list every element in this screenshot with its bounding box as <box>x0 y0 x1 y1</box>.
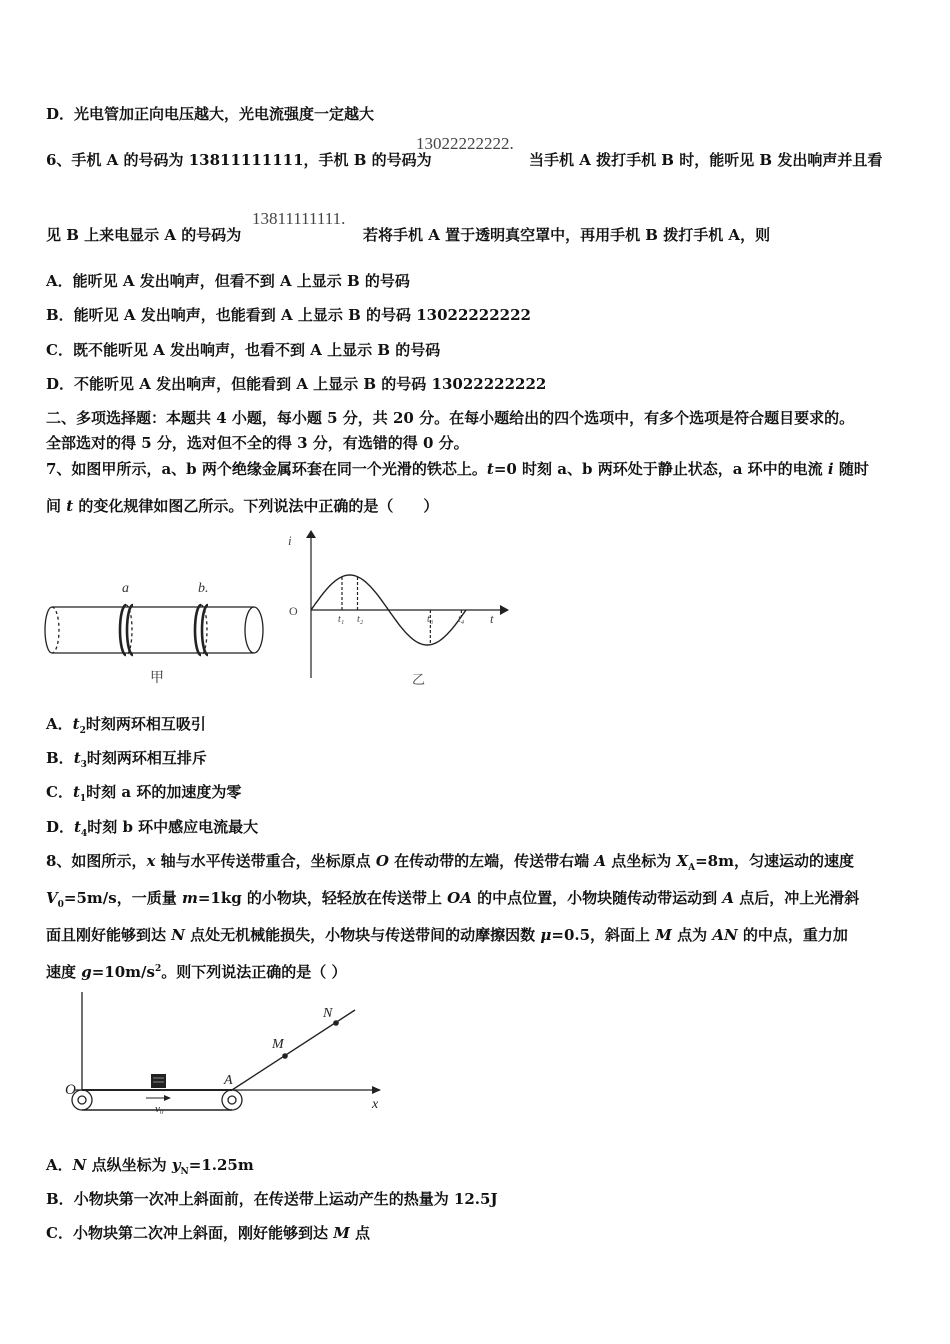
q6-option-b: B．能听见 A 发出响声，也能看到 A 上显示 B 的号码 13022222222 <box>46 306 531 324</box>
q5-option-d: D．光电管加正向电压越大，光电流强度一定越大 <box>46 105 375 123</box>
q7-option-d: D．$t_4$时刻 b 环中感应电流最大 <box>46 818 259 839</box>
q6-phone-a: 13811111111. <box>252 209 346 228</box>
axis-t-label: t <box>490 611 494 626</box>
label-o: O <box>65 1082 76 1098</box>
q6-line-2b: 若将手机 A 置于透明真空罩中，再用手机 B 拨打手机 A，则 <box>363 226 771 244</box>
q6-phone-b: 13022222222. <box>416 134 514 153</box>
point-n <box>333 1020 339 1026</box>
q6-option-a: A．能听见 A 发出响声，但看不到 A 上显示 B 的号码 <box>46 272 410 290</box>
t3-label: t₃ <box>427 614 434 625</box>
label-a: A <box>224 1073 233 1088</box>
section2-line-1: 二、多项选择题：本题共 4 小题，每小题 5 分，共 20 分。在每小题给出的四个选项中，有多个选项是符合题目要求的。 <box>46 409 855 427</box>
i-axis-arrow <box>306 530 316 538</box>
t-axis-arrow <box>500 605 509 615</box>
section2-line-2: 全部选对的得 5 分，选对但不全的得 3 分，有选错的得 0 分。 <box>46 434 469 452</box>
q6-line-2a: 见 B 上来电显示 A 的号码为 <box>46 226 242 244</box>
axis-i-label: i <box>288 533 292 548</box>
t2-label: t₂ <box>357 614 364 625</box>
q7-line-1: 7、如图甲所示，a、b 两个绝缘金属环套在同一个光滑的铁芯上。t=0 时刻 a、b 两环处于静止状态，a 环中的电流 i 随时 <box>46 460 869 478</box>
label-a: a <box>122 581 129 596</box>
figure-yi <box>280 530 510 690</box>
block <box>151 1074 166 1088</box>
x-axis-arrow <box>372 1086 381 1094</box>
q6-option-d: D．不能听见 A 发出响声，但能看到 A 上显示 B 的号码 13022222222 <box>46 375 547 393</box>
label-m: M <box>272 1037 284 1052</box>
q7-option-c: C．$t_1$时刻 a 环的加速度为零 <box>46 783 242 804</box>
q8-line-1: 8、如图所示，x 轴与水平传送带重合，坐标原点 O 在传动带的左端，传送带右端 A 点坐标为 $X_A=8m$，匀速运动的速度 <box>46 852 854 873</box>
q7-option-a: A．$t_2$时刻两环相互吸引 <box>46 715 206 736</box>
ring-a <box>120 605 133 655</box>
figure-conveyor <box>60 990 390 1120</box>
caption-jia: 甲 <box>150 671 164 686</box>
ring-b <box>195 605 208 655</box>
q6-line-1a: 6、手机 A 的号码为 13811111111，手机 B 的号码为 <box>46 151 432 169</box>
q8-line-3: 面且刚好能够到达 N 点处无机械能损失，小物块与传送带间的动摩擦因数 μ=0.5，斜面上 M 点为 AN 的中点，重力加 <box>46 926 848 944</box>
label-v0: v₀ <box>155 1103 164 1115</box>
t1-label: t₁ <box>338 614 345 625</box>
q8-option-c: C．小物块第二次冲上斜面，刚好能够到达 M 点 <box>46 1224 371 1242</box>
velocity-arrowhead <box>164 1095 171 1101</box>
core-left-end <box>45 607 52 653</box>
left-roller-hub <box>78 1096 86 1104</box>
core-left-end-back <box>52 607 59 653</box>
q6-option-c: C．既不能听见 A 发出响声，也看不到 A 上显示 B 的号码 <box>46 341 441 359</box>
point-m <box>282 1053 288 1059</box>
q8-option-a: A．N 点纵坐标为 $y_N=1.25m$ <box>46 1156 254 1177</box>
q8-line-4: 速度 $g=10m/s^2$。则下列说法正确的是（ ） <box>46 963 347 981</box>
right-roller <box>222 1090 242 1110</box>
caption-yi: 乙 <box>412 672 426 687</box>
right-roller-hub <box>228 1096 236 1104</box>
core-right-end <box>245 607 263 653</box>
label-n: N <box>323 1006 333 1021</box>
q7-line-2: 间 t 的变化规律如图乙所示。下列说法中正确的是（ ） <box>46 497 439 515</box>
label-x: x <box>372 1097 379 1112</box>
t4-label: t₄ <box>458 614 465 625</box>
q6-line-1b: 当手机 A 拨打手机 B 时，能听见 B 发出响声并且看 <box>529 151 883 169</box>
q8-line-2: $V_0=5m/s$，一质量 m=1kg 的小物块，轻轻放在传送带上 OA 的中点位置，小物块随传动带运动到 A 点后，冲上光滑斜 <box>46 889 860 910</box>
q8-option-b: B．小物块第一次冲上斜面前，在传送带上运动产生的热量为 12.5J <box>46 1190 498 1208</box>
label-b: b. <box>198 581 209 596</box>
q7-option-b: B．$t_3$时刻两环相互排斥 <box>46 749 207 770</box>
figure-jia <box>44 572 274 688</box>
origin-label: O <box>289 604 298 618</box>
